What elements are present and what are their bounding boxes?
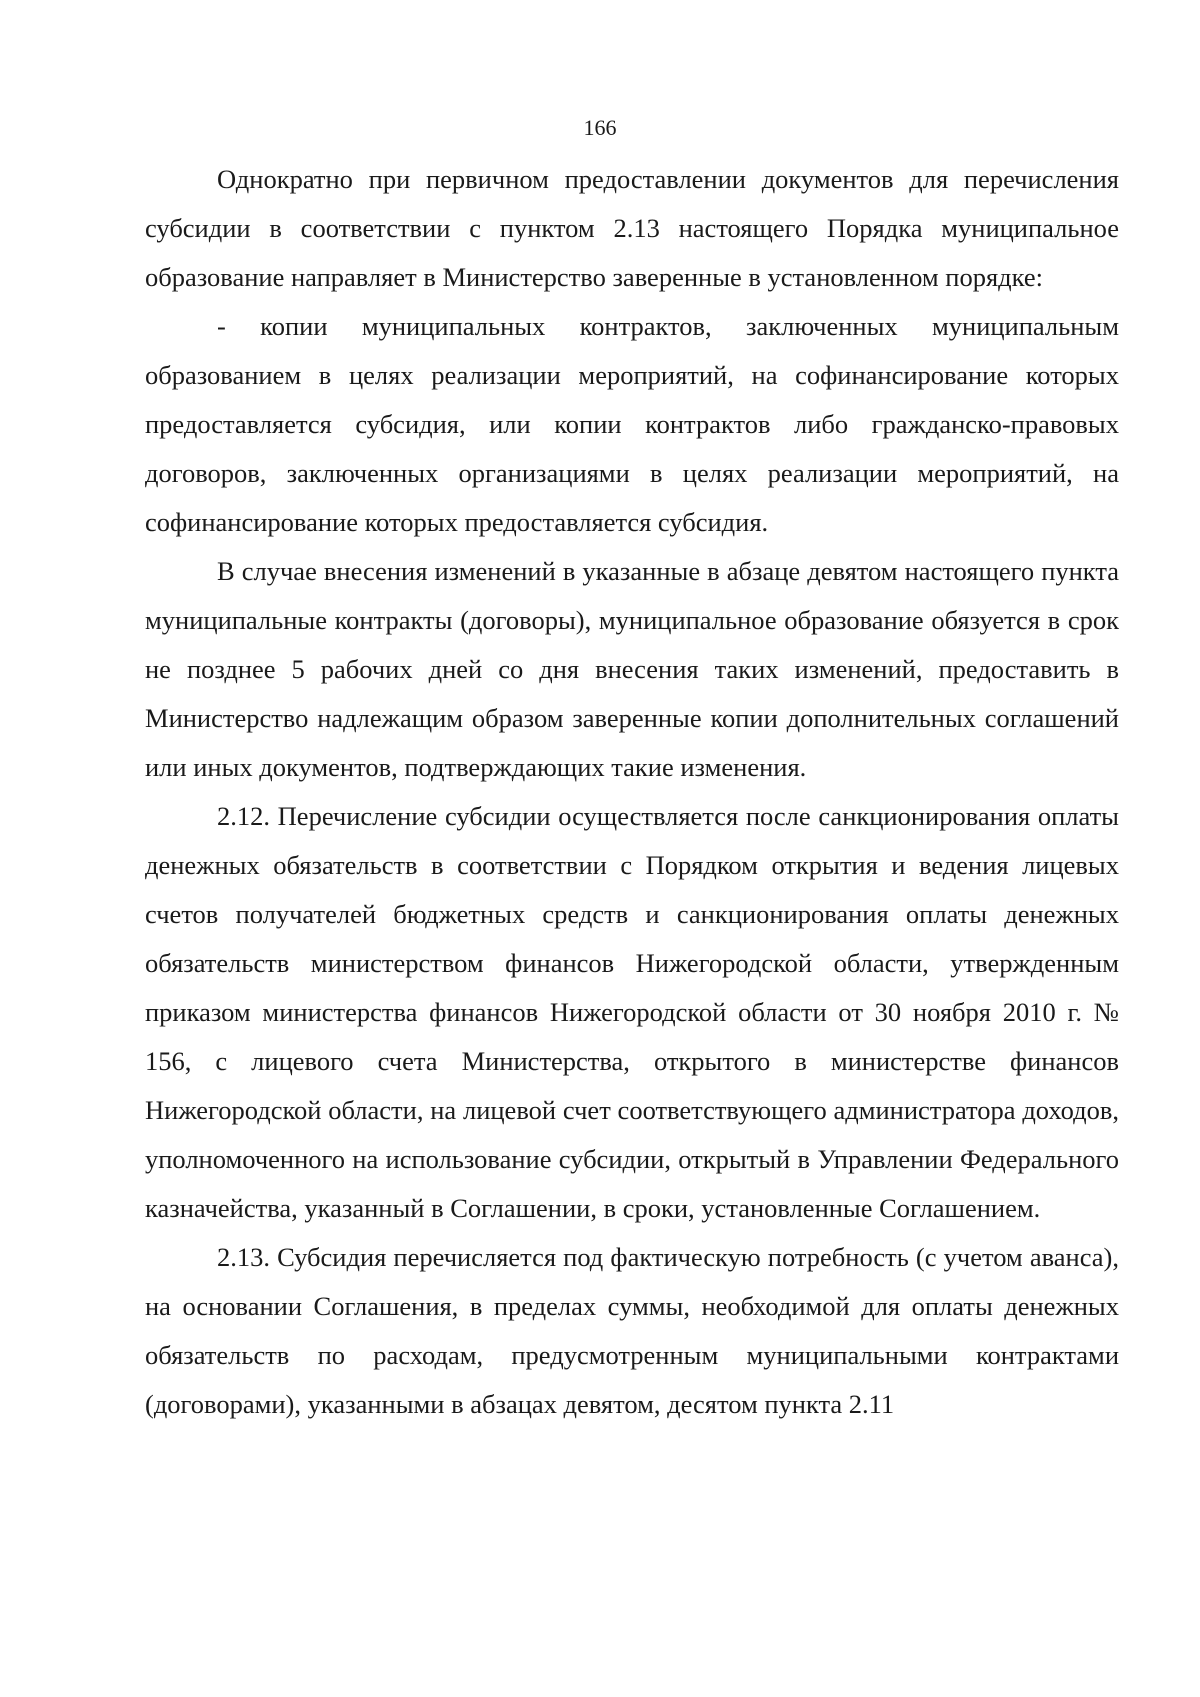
paragraph-contract-copies: - копии муниципальных контрактов, заключенных муниципальным образованием в целях реализации мероприятий, на софинансирование которых предоставляется субсидия, или копии контрактов либо гражданско-правовых договоров, заключенных организациями в целях реализации мероприятий, на софинансирование которых предоставляется субсидия. (145, 311, 1119, 537)
document-body (145, 155, 1119, 1429)
paragraph-2-13: 2.13. Субсидия перечисляется под фактическую потребность (с учетом аванса), на основании Соглашения, в пределах суммы, необходимой для оплаты денежных обязательств по расходам, предусмотренным муниципальными контрактами (договорами), указанными в абзацах девятом, десятом пункта 2.11 (145, 1242, 1119, 1419)
paragraph-contract-changes: В случае внесения изменений в указанные в абзаце девятом настоящего пункта муниципальные контракты (договоры), муниципальное образование обязуется в срок не позднее 5 рабочих дней со дня внесения таких изменений, предоставить в Министерство надлежащим образом заверенные копии дополнительных соглашений или иных документов, подтверждающих такие изменения. (145, 556, 1119, 782)
page-number: 166 (583, 115, 617, 140)
paragraph-documents-submission: Однократно при первичном предоставлении документов для перечисления субсидии в соответствии с пунктом 2.13 настоящего Порядка муниципальное образование направляет в Министерство заверенные в установленном порядке: (145, 164, 1119, 292)
paragraph-2-12: 2.12. Перечисление субсидии осуществляется после санкционирования оплаты денежных обязательств в соответствии с Порядком открытия и ведения лицевых счетов получателей бюджетных средств и санкционирования оплаты денежных обязательств министерством финансов Нижегородской области, утвержденным приказом министерства финансов Нижегородской области от 30 ноября 2010 г. № 156, с лицевого счета Министерства, открытого в министерстве финансов Нижегородской области, на лицевой счет соответствующего администратора доходов, уполномоченного на использование субсидии, открытый в Управлении Федерального казначейства, указанный в Соглашении, в сроки, установленные Соглашением. (145, 801, 1119, 1223)
